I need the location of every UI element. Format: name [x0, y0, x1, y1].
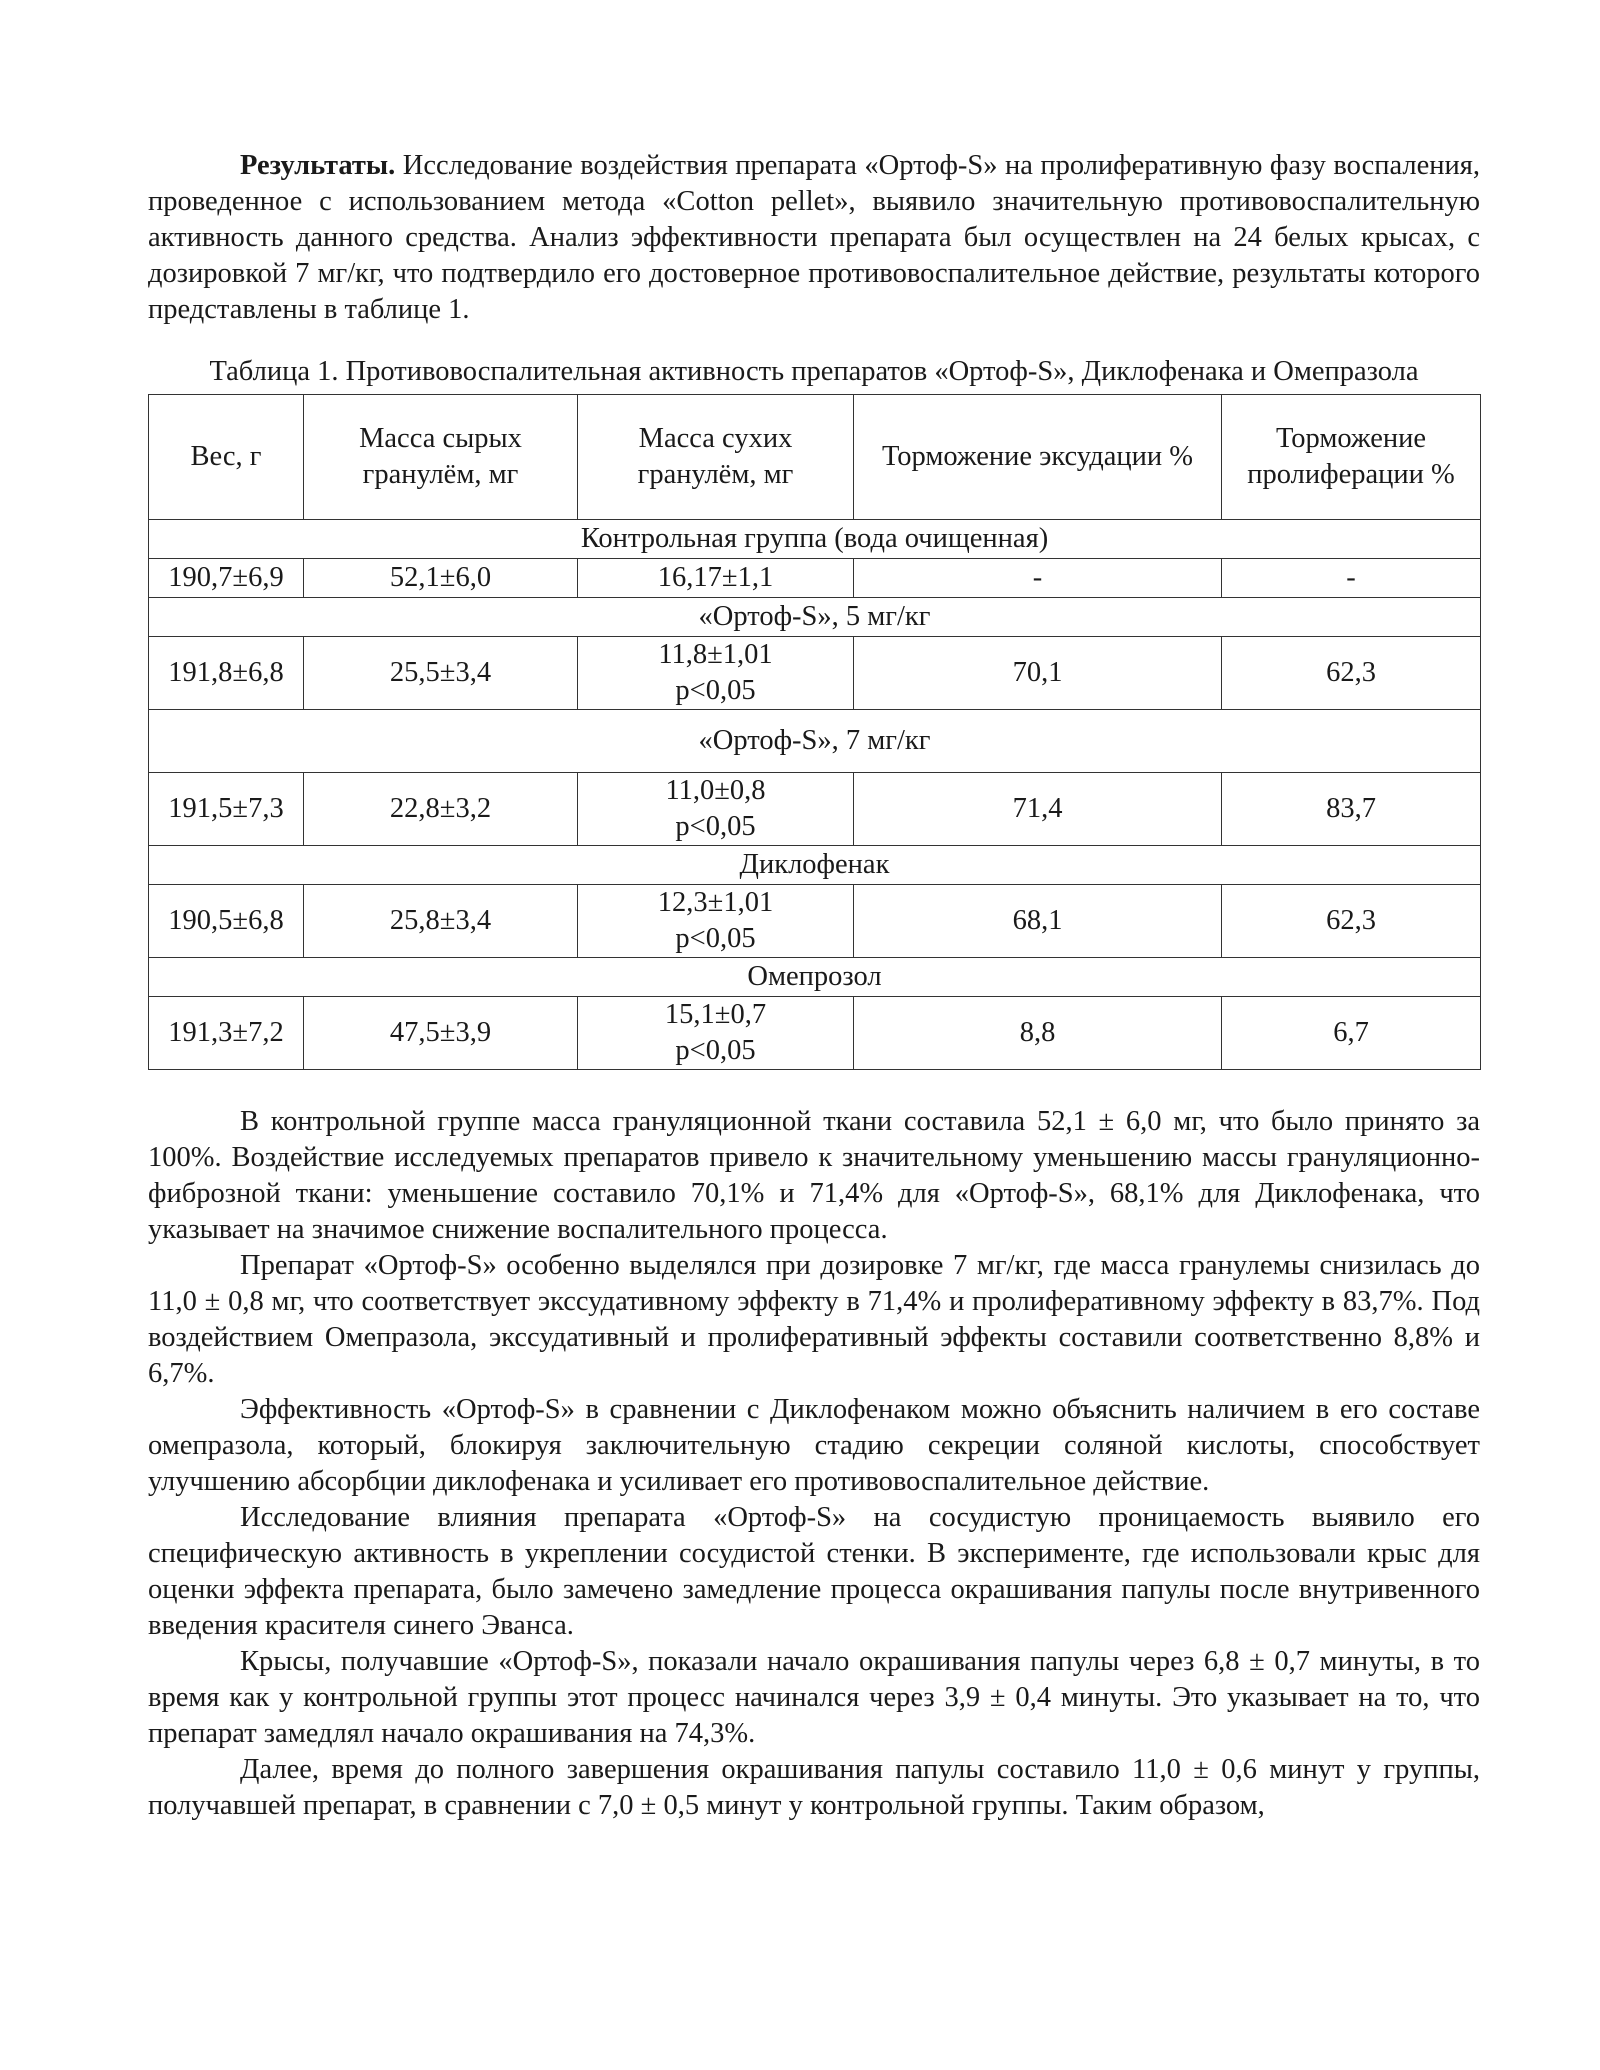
dry-mass-value: 11,8±1,01 — [658, 639, 773, 670]
dry-mass-value: 11,0±0,8 — [665, 775, 766, 806]
results-table — [148, 394, 1481, 1070]
table-row — [149, 773, 1481, 846]
header-proliferation: Торможение пролиферации % — [1222, 395, 1481, 520]
cell-dry-mass — [578, 885, 854, 958]
cell-exudation: 8,8 — [854, 997, 1222, 1070]
table-header-row — [149, 395, 1481, 520]
body-paragraph-permeability: Исследование влияния препарата «Ортоф-S» на сосудистую проницаемость выявило его специфическую активность в укреплении сосудистой стенки. В эксперименте, где использовали крыс для оценки эффекта препарата, было замечено замедление процесса окрашивания папулы после внутривенного введения красителя синего Эванса. — [148, 1502, 1480, 1641]
group-row-control — [149, 520, 1481, 559]
cell-weight: 191,3±7,2 — [149, 997, 304, 1070]
cell-weight: 191,8±6,8 — [149, 637, 304, 710]
header-dry-mass: Масса сухих гранулём, мг — [578, 395, 854, 520]
cell-exudation: - — [854, 559, 1222, 598]
cell-dry-mass — [578, 773, 854, 846]
body-paragraph-dosage: Препарат «Ортоф-S» особенно выделялся при дозировке 7 мг/кг, где масса гранулемы снизилась до 11,0 ± 0,8 мг, что соответствует экссудативному эффекту в 71,4% и пролиферативному эффекту в 83,7%. Под воздействием Омепразола, экссудативный и пролиферативный эффекты составили соответственно 8,8% и 6,7%. — [148, 1250, 1480, 1389]
table-row — [149, 559, 1481, 598]
table-caption: Таблица 1. Противовоспалительная активность препаратов «Ортоф-S», Диклофенака и Омепразола — [209, 356, 1419, 387]
cell-dry-mass — [578, 637, 854, 710]
p-value: р<0,05 — [675, 675, 756, 706]
results-text: Исследование воздействия препарата «Ортоф-S» на пролиферативную фазу воспаления, проведенное с использованием метода «Cotton pellet», выявило значительную противовоспалительную активность данного средства. Анализ эффективности препарата был осуществлен на 24 белых крысах, с дозировкой 7 мг/кг, что подтвердило его достоверное противовоспалительное действие, результаты которого представлены в таблице 1. — [148, 150, 1480, 325]
results-heading: Результаты. — [240, 150, 396, 181]
body-paragraph-staining-completion: Далее, время до полного завершения окрашивания папулы составило 11,0 ± 0,6 минут у группы, получавшей препарат, в сравнении с 7,0 ± 0,5 минут у контрольной группы. Таким образом, — [148, 1754, 1480, 1821]
body-paragraph-efficacy: Эффективность «Ортоф-S» в сравнении с Диклофенаком можно объяснить наличием в его составе омепразола, который, блокируя заключительную стадию секреции соляной кислоты, способствует улучшению абсорбции диклофенака и усиливает его противовоспалительное действие. — [148, 1394, 1480, 1497]
cell-exudation: 70,1 — [854, 637, 1222, 710]
cell-weight: 191,5±7,3 — [149, 773, 304, 846]
table-row — [149, 997, 1481, 1070]
header-exudation: Торможение эксудации % — [854, 395, 1222, 520]
p-value: р<0,05 — [675, 923, 756, 954]
document-page — [148, 148, 1480, 1824]
group-title: Диклофенак — [149, 846, 1481, 885]
cell-dry-mass — [578, 997, 854, 1070]
header-wet-mass: Масса сырых гранулём, мг — [304, 395, 578, 520]
cell-proliferation: 83,7 — [1222, 773, 1481, 846]
cell-dry-mass: 16,17±1,1 — [578, 559, 854, 598]
cell-proliferation: 62,3 — [1222, 885, 1481, 958]
cell-proliferation: 6,7 — [1222, 997, 1481, 1070]
group-row-omeprazole — [149, 958, 1481, 997]
cell-wet-mass: 22,8±3,2 — [304, 773, 578, 846]
group-row-diclofenac — [149, 846, 1481, 885]
cell-wet-mass: 25,8±3,4 — [304, 885, 578, 958]
group-row-ortof-7 — [149, 710, 1481, 773]
cell-wet-mass: 52,1±6,0 — [304, 559, 578, 598]
group-row-ortof-5 — [149, 598, 1481, 637]
body-paragraph-control: В контрольной группе масса грануляционной ткани составила 52,1 ± 6,0 мг, что было принято за 100%. Воздействие исследуемых препаратов привело к значительному уменьшению массы грануляционно-фиброзной ткани: уменьшение составило 70,1% и 71,4% для «Ортоф-S», 68,1% для Диклофенака, что указывает на значимое снижение воспалительного процесса. — [148, 1106, 1480, 1245]
body-paragraph-staining-onset: Крысы, получавшие «Ортоф-S», показали начало окрашивания папулы через 6,8 ± 0,7 минуты, в то время как у контрольной группы этот процесс начинался через 3,9 ± 0,4 минуты. Это указывает на то, что препарат замедлял начало окрашивания на 74,3%. — [148, 1646, 1480, 1749]
cell-proliferation: - — [1222, 559, 1481, 598]
group-title: Контрольная группа (вода очищенная) — [149, 520, 1481, 559]
table-row — [149, 885, 1481, 958]
dry-mass-value: 12,3±1,01 — [657, 887, 774, 918]
cell-weight: 190,5±6,8 — [149, 885, 304, 958]
dry-mass-value: 15,1±0,7 — [664, 999, 767, 1030]
cell-exudation: 71,4 — [854, 773, 1222, 846]
group-title: Омепрозол — [149, 958, 1481, 997]
cell-proliferation: 62,3 — [1222, 637, 1481, 710]
cell-exudation: 68,1 — [854, 885, 1222, 958]
cell-weight: 190,7±6,9 — [149, 559, 304, 598]
table-row — [149, 637, 1481, 710]
header-weight: Вес, г — [149, 395, 304, 520]
results-paragraph — [148, 148, 1480, 328]
p-value: р<0,05 — [675, 811, 756, 842]
group-title: «Ортоф-S», 5 мг/кг — [149, 598, 1481, 637]
group-title: «Ортоф-S», 7 мг/кг — [149, 710, 1481, 773]
cell-wet-mass: 47,5±3,9 — [304, 997, 578, 1070]
cell-wet-mass: 25,5±3,4 — [304, 637, 578, 710]
p-value: р<0,05 — [675, 1035, 756, 1066]
